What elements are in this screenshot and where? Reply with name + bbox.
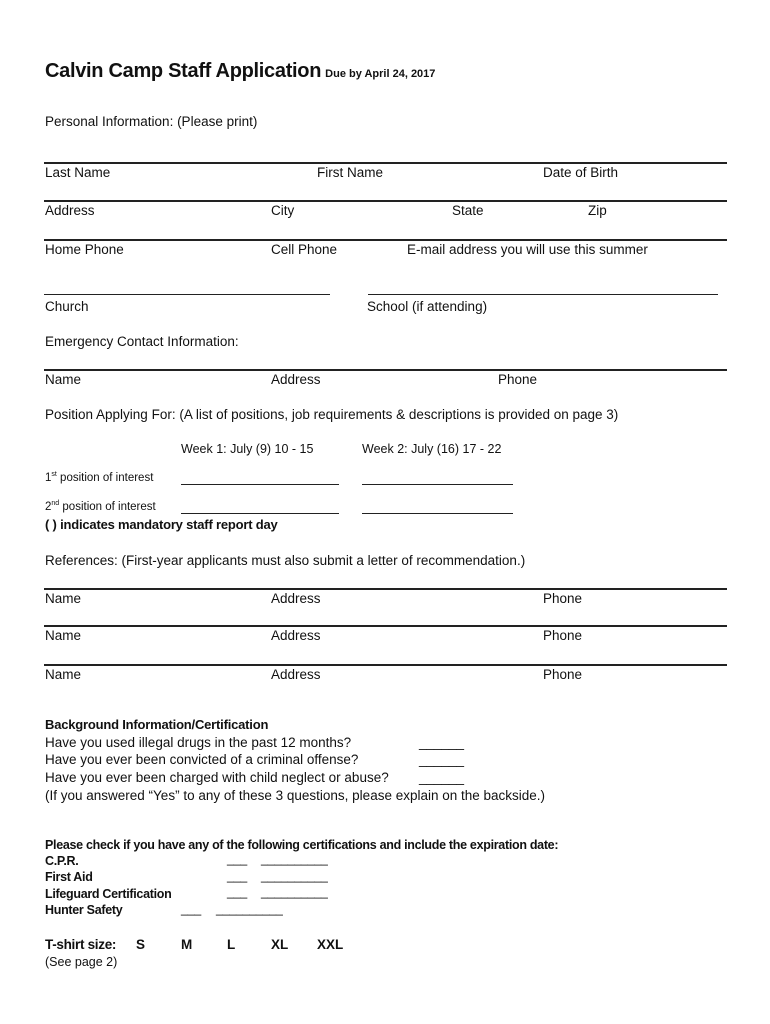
tshirt-size-l[interactable]: L: [227, 937, 236, 952]
cert-cpr-label: C.P.R.: [45, 854, 79, 868]
email-label: E-mail address you will use this summer: [407, 242, 648, 257]
week2-label: Week 2: July (16) 17 - 22: [362, 442, 502, 456]
answer-neglect-field[interactable]: ______: [419, 770, 465, 785]
school-line[interactable]: [368, 294, 718, 295]
reference-2-address-label: Address: [271, 628, 321, 643]
address-row-line[interactable]: [44, 200, 727, 202]
church-label: Church: [45, 299, 89, 314]
tshirt-size-xl[interactable]: XL: [271, 937, 289, 952]
question-drugs: Have you used illegal drugs in the past 12 months?: [45, 735, 352, 750]
zip-label: Zip: [588, 203, 607, 218]
reference-3-line[interactable]: [44, 664, 727, 666]
answer-convicted-field[interactable]: ______: [419, 752, 465, 767]
reference-3-address-label: Address: [271, 667, 321, 682]
first-name-label: First Name: [317, 165, 384, 180]
tshirt-label: T-shirt size:: [45, 937, 117, 952]
first-position-week1-field[interactable]: [181, 484, 339, 485]
reference-3-phone-label: Phone: [543, 667, 583, 682]
cert-hunter-safety-check[interactable]: ___: [181, 902, 201, 916]
certifications-heading: Please check if you have any of the following certifications and include the expiration date:: [45, 838, 559, 852]
background-heading: Background Information/Certification: [45, 717, 269, 732]
address-label: Address: [45, 203, 95, 218]
position-heading: Position Applying For: (A list of positions, job requirements & descriptions is provided on page 3): [45, 407, 619, 422]
reference-1-name-label: Name: [45, 591, 82, 606]
due-date: Due by April 24, 2017: [325, 68, 436, 80]
school-label: School (if attending): [367, 299, 488, 314]
question-convicted: Have you ever been convicted of a criminal offense?: [45, 752, 359, 767]
reference-2-phone-label: Phone: [543, 628, 583, 643]
background-note: (If you answered “Yes” to any of these 3 questions, please explain on the backside.): [45, 788, 546, 803]
cert-hunter-safety-label: Hunter Safety: [45, 903, 123, 917]
page-title: Calvin Camp Staff Application: [45, 60, 322, 82]
name-row-line[interactable]: [44, 162, 727, 164]
cell-phone-label: Cell Phone: [271, 242, 338, 257]
cert-lifeguard-check[interactable]: ___: [227, 885, 247, 899]
answer-drugs-field[interactable]: ______: [419, 735, 465, 750]
cert-first-aid-date[interactable]: __________: [261, 869, 328, 883]
cert-hunter-safety-date[interactable]: __________: [216, 902, 283, 916]
second-position-week1-field[interactable]: [181, 513, 339, 514]
reference-2-name-label: Name: [45, 628, 82, 643]
personal-info-heading: Personal Information: (Please print): [45, 114, 258, 129]
cert-first-aid-label: First Aid: [45, 870, 93, 884]
emergency-row-line[interactable]: [44, 369, 727, 371]
second-position-week2-field[interactable]: [362, 513, 513, 514]
first-position-week2-field[interactable]: [362, 484, 513, 485]
tshirt-size-s[interactable]: S: [136, 937, 146, 952]
emergency-address-label: Address: [271, 372, 321, 387]
church-line[interactable]: [44, 294, 330, 295]
mandatory-note: ( ) indicates mandatory staff report day: [45, 517, 278, 532]
cert-lifeguard-date[interactable]: __________: [261, 885, 328, 899]
reference-3-name-label: Name: [45, 667, 82, 682]
dob-label: Date of Birth: [543, 165, 619, 180]
emergency-heading: Emergency Contact Information:: [45, 334, 239, 349]
phone-row-line[interactable]: [44, 239, 727, 241]
emergency-phone-label: Phone: [498, 372, 538, 387]
cert-cpr-check[interactable]: ___: [227, 852, 247, 866]
question-neglect: Have you ever been charged with child neglect or abuse?: [45, 770, 389, 785]
reference-1-phone-label: Phone: [543, 591, 583, 606]
emergency-name-label: Name: [45, 372, 82, 387]
week1-label: Week 1: July (9) 10 - 15: [181, 442, 314, 456]
city-label: City: [271, 203, 295, 218]
first-position-label: 1st position of interest: [45, 471, 154, 484]
last-name-label: Last Name: [45, 165, 111, 180]
tshirt-note: (See page 2): [45, 955, 118, 969]
reference-2-line[interactable]: [44, 625, 727, 627]
state-label: State: [452, 203, 484, 218]
page-title-block: [45, 60, 435, 83]
reference-1-address-label: Address: [271, 591, 321, 606]
reference-1-line[interactable]: [44, 588, 727, 590]
tshirt-size-m[interactable]: M: [181, 937, 193, 952]
cert-cpr-date[interactable]: __________: [261, 852, 328, 866]
cert-first-aid-check[interactable]: ___: [227, 869, 247, 883]
home-phone-label: Home Phone: [45, 242, 124, 257]
second-position-label: 2nd position of interest: [45, 500, 156, 513]
references-heading: References: (First-year applicants must also submit a letter of recommendation.): [45, 553, 526, 568]
cert-lifeguard-label: Lifeguard Certification: [45, 887, 172, 901]
tshirt-size-xxl[interactable]: XXL: [317, 937, 344, 952]
